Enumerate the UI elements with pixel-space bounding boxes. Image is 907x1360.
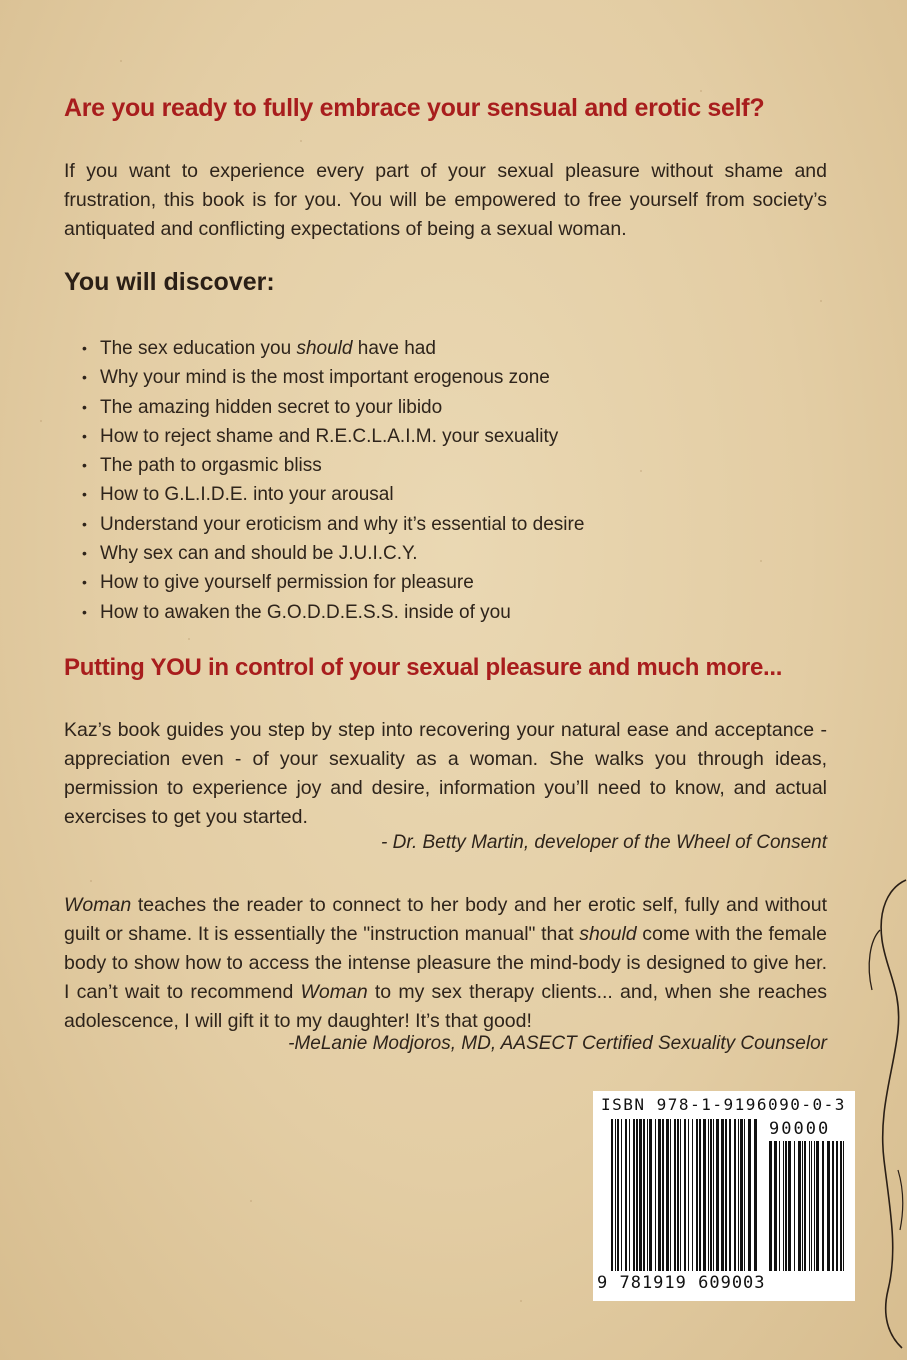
barcode-bar (662, 1119, 664, 1271)
list-item: • Why sex can and should be J.U.I.C.Y. (82, 539, 584, 568)
barcode-bar (785, 1141, 787, 1271)
quote-melanie-modjoros: Woman teaches the reader to connect to her body and her erotic self, fully and without guilt or shame. It is essentially the "instruction manual" that should come with the female body to show how to access the intense pleasure the mind-body is designed to give her. I can’t wait to recommend Woman to my sex therapy clients... and, when she reaches adolescence, I will gift it to my daughter! It’s that good! (64, 894, 828, 1032)
barcode-bar (658, 1119, 661, 1271)
barcode-bar (696, 1119, 698, 1271)
barcode-bar (708, 1119, 709, 1271)
barcode-bar (729, 1119, 731, 1271)
barcode-bar (680, 1119, 681, 1271)
list-item: • How to give yourself permission for pleasure (82, 568, 584, 597)
discover-list (82, 334, 584, 627)
barcode-bar (822, 1141, 824, 1271)
barcode-bar (754, 1119, 757, 1271)
barcode-bar (811, 1141, 812, 1271)
barcode-bar (788, 1141, 791, 1271)
figure-sketch-illustration (858, 870, 907, 1350)
barcode-bar (647, 1119, 648, 1271)
barcode-bar (794, 1141, 795, 1271)
list-item: • How to awaken the G.O.D.D.E.S.S. inside of you (82, 598, 584, 627)
barcode-bar (674, 1119, 676, 1271)
barcode-bar (611, 1119, 613, 1271)
barcode-bar (840, 1141, 842, 1271)
barcode-bar (699, 1119, 701, 1271)
list-item: • The path to orgasmic bliss (82, 451, 584, 480)
list-item: • The sex education you should have had (82, 334, 584, 363)
barcode-bar (832, 1141, 834, 1271)
barcode-bar (814, 1141, 815, 1271)
subheading: Putting YOU in control of your sexual pleasure and much more... (64, 654, 783, 681)
barcode-bar (703, 1119, 706, 1271)
list-item: • The amazing hidden secret to your libido (82, 393, 584, 422)
isbn-barcode (593, 1091, 855, 1301)
barcode-bar (684, 1119, 686, 1271)
attribution-betty-martin: - Dr. Betty Martin, developer of the Wheel of Consent (381, 832, 827, 853)
quote-betty-martin: Kaz’s book guides you step by step into recovering your natural ease and acceptance - appreciation even - of your sexuality as a woman. She walks you through ideas, permission to experience joy and desire, information you’ll need to know, and actual exercises to get you started. (64, 719, 827, 828)
barcode-bar (615, 1119, 616, 1271)
barcode-bar (816, 1141, 819, 1271)
barcode-bar (655, 1119, 656, 1271)
barcode-bar (802, 1141, 803, 1271)
barcode-bar (692, 1119, 693, 1271)
barcode-bar (738, 1119, 739, 1271)
barcode-bar (843, 1141, 844, 1271)
list-item: • Why your mind is the most important erogenous zone (82, 363, 584, 392)
list-item: • How to G.L.I.D.E. into your arousal (82, 480, 584, 509)
barcode-bar (670, 1119, 671, 1271)
barcode-bar (798, 1141, 801, 1271)
barcode-bar (836, 1141, 838, 1271)
barcode-bar (725, 1119, 727, 1271)
barcode-bar (769, 1141, 772, 1271)
barcode-bar (643, 1119, 645, 1271)
barcode-bar (677, 1119, 679, 1271)
barcode-bar (666, 1119, 669, 1271)
barcode-bar (629, 1119, 630, 1271)
attribution-melanie-modjoros: -MeLanie Modjoros, MD, AASECT Certified Sexuality Counselor (288, 1033, 827, 1054)
barcode-bar (779, 1141, 780, 1271)
discover-heading: You will discover: (64, 268, 275, 296)
barcode-bar (633, 1119, 635, 1271)
isbn-label: ISBN 978-1-9196090-0-3 (601, 1095, 846, 1114)
barcode-addon-bars (769, 1141, 847, 1293)
barcode-bar (827, 1141, 830, 1271)
intro-paragraph: If you want to experience every part of your sexual pleasure without shame and frustration, this book is for you. You will be empowered to free yourself from society’s antiquated and conflicting expectations of being a sexual woman. (64, 160, 827, 240)
barcode-bar (625, 1119, 627, 1271)
barcode-addon-digits: 90000 (769, 1119, 831, 1139)
headline: Are you ready to fully embrace your sensual and erotic self? (64, 94, 765, 122)
barcode-bar (716, 1119, 719, 1271)
barcode-bar (621, 1119, 622, 1271)
list-item: • How to reject shame and R.E.C.L.A.I.M. your sexuality (82, 422, 584, 451)
barcode-bar (649, 1119, 652, 1271)
barcode-bar (804, 1141, 806, 1271)
barcode-bar (809, 1141, 810, 1271)
barcode-bar (617, 1119, 619, 1271)
barcode-bar (774, 1141, 777, 1271)
barcode-bar (713, 1119, 714, 1271)
barcode-bar (734, 1119, 736, 1271)
barcode-bar (710, 1119, 712, 1271)
barcode-bar (748, 1119, 751, 1271)
barcode-bar (740, 1119, 743, 1271)
barcode-bar (744, 1119, 745, 1271)
barcode-bar (688, 1119, 689, 1271)
barcode-bar (783, 1141, 784, 1271)
barcode-bar (636, 1119, 638, 1271)
barcode-bar (721, 1119, 724, 1271)
barcode-bars (611, 1119, 761, 1271)
barcode-digits: 9 781919 609003 (597, 1273, 766, 1293)
list-item: • Understand your eroticism and why it’s essential to desire (82, 510, 584, 539)
barcode-bar (639, 1119, 642, 1271)
